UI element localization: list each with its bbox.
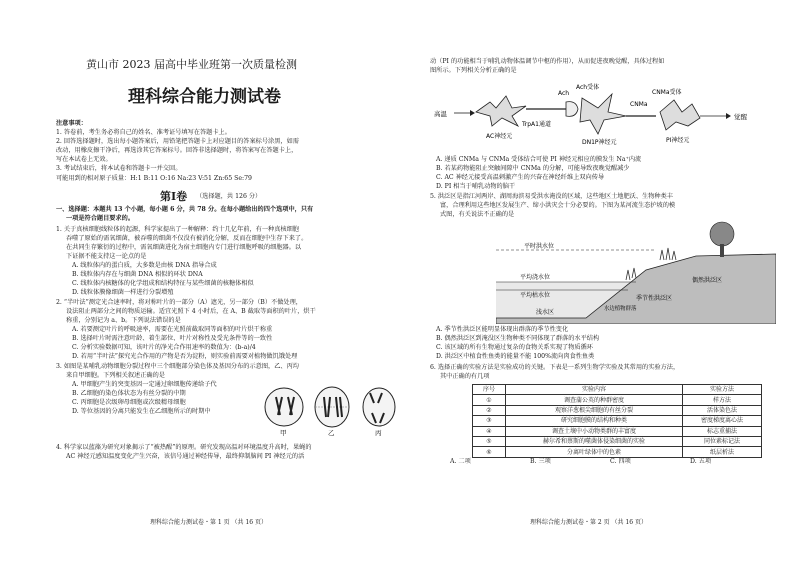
- table-header-cell: 实验方法: [683, 385, 762, 395]
- river-slope-diagram: [496, 220, 776, 324]
- q3-stem: 3. 如图是某哺乳动物细胞分裂过程中三个细胞部分染色体及基因分布的示意图，乙、丙均: [56, 363, 299, 370]
- notice-line: 3. 考试结束后，将本试卷和答题卡一并交回。: [56, 165, 182, 172]
- table-cell: 活体染色法: [683, 405, 762, 415]
- table-header-row: [473, 385, 762, 395]
- tree-crown: [710, 222, 734, 246]
- trpa1-label: TrpA1通道: [522, 121, 551, 128]
- q3-option: D. 等位基因的分离只能发生在乙细胞所示的时期中: [72, 408, 211, 415]
- table-cell: ⑥: [473, 447, 506, 457]
- q4-option: D. PI 相当于哺乳动物的脑干: [436, 183, 516, 190]
- table-row: [473, 426, 762, 436]
- q3-option: B. 乙细胞的染色体状态为有丝分裂的中期: [72, 390, 186, 397]
- ach-receptor-label: Ach受体: [576, 84, 600, 91]
- table-cell: 赫尔希和蔡斯的噬菌体侵染细菌的实验: [506, 436, 683, 446]
- instruction-line: 一项是符合题目要求的。: [66, 215, 135, 222]
- exam-header-title: 黄山市 2023 届高中毕业班第一次质量检测: [86, 58, 297, 71]
- q2-stem: 设法阻止两部分之间的物质运输。适宜光照下 4 小时后，在 A、B 截取等面积的叶片，烘干: [66, 308, 316, 315]
- table-cell: 标志重捕法: [683, 426, 762, 436]
- cell-yi: [315, 387, 349, 427]
- cnma-receptor-label: CNMa受体: [652, 89, 682, 96]
- section-note: （选择题，共 126 分）: [196, 193, 262, 200]
- table-row: [473, 395, 762, 405]
- q2-option: A. 若要测定叶片的呼吸速率，需要在光照前截取同等面积的叶片烘干称重: [72, 326, 273, 333]
- reed-cluster: [626, 268, 636, 280]
- table-row: [473, 447, 762, 457]
- exam-main-title: 理科综合能力测试卷: [128, 87, 281, 107]
- page-footer: 理科综合能力测试卷・第 2 页 （共 16 页）: [530, 519, 647, 526]
- q4-option: B. 若某药物能阻止突触间隙中 CNMa 的分解，可能导致夜晚觉醒减少: [436, 165, 630, 172]
- high-temp-label: 高温: [434, 110, 447, 118]
- tree-trunk: [720, 244, 724, 257]
- q4-continuation: 图所示。下列相关分析正确的是: [430, 67, 517, 74]
- q3-stem: 来自甲细胞。下列相关叙述正确的是: [66, 372, 165, 379]
- table-cell: ①: [473, 395, 506, 405]
- q6-option: D. 五项: [690, 458, 712, 465]
- right-page: [410, 0, 800, 566]
- table-row: [473, 436, 762, 446]
- q5-stem: 式图，有关说法不正确的是: [440, 211, 515, 218]
- table-cell: ③: [473, 416, 506, 426]
- q2-stem: 称重，分别记为 a、b。下列说法错误的是: [66, 317, 181, 324]
- notice-line: 改动，用橡皮擦干净后，再选涂其它答案标号。回答非选择题时，将答案写在答题卡上，: [56, 147, 298, 154]
- notice-line: 写在本试卷上无效。: [56, 156, 112, 163]
- q3-option: C. 丙细胞是次级卵母细胞或次级精母细胞: [72, 399, 186, 406]
- water-plants-label: 水边植物群落: [604, 306, 637, 312]
- q4-stem: 4. 科学家以蓝藻为研究对象揭示了“被热醒”的原理。研究发现高温对环境温度升高时，果蝇的: [56, 444, 312, 451]
- q5-option: A. 季节性洪泛区能明显体现出群落的季节性变化: [436, 326, 569, 333]
- table-cell: 样方法: [683, 395, 762, 405]
- q2-option: D. 若用“半叶法”探究光合作用的产物是否为淀粉，则实验前需要对植物做饥饿处理: [72, 353, 298, 360]
- notice-line: 2. 回答选择题时，选出每小题答案后，用铅笔把答题卡上对应题目的答案标号涂黑，如需: [56, 138, 299, 145]
- table-cell: 调查蒲公英的种群密度: [506, 395, 683, 405]
- q1-option: C. 线粒体内核糖体的化学组成和结构特征与某些细菌的核糖体相似: [72, 280, 254, 287]
- q6-option: B. 三项: [530, 458, 551, 465]
- arrow-head: [726, 113, 731, 119]
- q1-option: A. 线粒体内的蛋白质，大多数是由核 DNA 指导合成: [72, 262, 217, 269]
- table-header-cell: 实验内容: [506, 385, 683, 395]
- table-header-cell: 序号: [473, 385, 506, 395]
- notice-title: 注意事项：: [56, 120, 87, 127]
- instruction-line: 一、选择题：本题共 13 个小题，每小题 6 分，共 78 分。在每小题给出的四个选项中，只有: [56, 206, 314, 213]
- q1-option: D. 线粒体膜像细菌一样进行分裂增殖: [72, 289, 174, 296]
- q5-stem: 富，合理利用这些地区发展生产、缔小洪灾会十分必要的。下图为某河流生态护坡的模: [440, 202, 676, 209]
- q4-option: C. AC 神经元接受高温刺激产生的兴奋在神经纤维上双向传导: [436, 174, 605, 181]
- q5-stem: 5. 洪泛区是指江河两岸、湖周海滨易受洪水淹没的区域，这些地区土地肥沃、生物种类丰: [430, 193, 673, 200]
- q1-stem: 下证据不能支持这一论点的是: [66, 253, 147, 260]
- cell-bing: [363, 388, 395, 426]
- q5-option: C. 该区域的所有生物通过复杂的食物关系实现了物质循环: [436, 344, 593, 351]
- page-footer: 理科综合能力测试卷・第 1 页 （共 16 页）: [150, 519, 267, 526]
- cnma-label: CNMa: [630, 101, 648, 108]
- cell-jia: [265, 388, 303, 426]
- shallow-zone-label: 浅水区: [536, 309, 555, 316]
- seasonal-zone-label: 季节性洪泛区: [636, 295, 673, 302]
- table-cell: ②: [473, 405, 506, 415]
- ac-neuron-label: AC神经元: [486, 133, 513, 140]
- q4-option: A. 递质 CNMa 与 CNMa 受体结合可使 PI 神经元相应的膜发生 Na⁺内流: [436, 156, 642, 163]
- q3-option: A. 甲细胞产生的突变基因一定通过卵细胞传递给子代: [72, 381, 217, 388]
- q6-stem: 其中正确的有几项: [440, 373, 490, 380]
- label-yi: 乙: [328, 429, 335, 437]
- q4-continuation: 动（PI 的功能相当于哺乳动物体温调节中枢的作用），从而促进夜晚觉醒，具体过程如: [430, 58, 665, 65]
- table-cell: 观察洋葱根尖细胞的有丝分裂: [506, 405, 683, 415]
- arrow-head: [470, 110, 475, 116]
- occasional-zone-label: 偶然洪泛区: [692, 277, 723, 284]
- label-bing: 丙: [375, 429, 382, 437]
- q6-stem: 6. 选择正确的实验方法是实验成功的关键。下表是一系列生物学实验及其常用的实验方法，: [430, 364, 680, 371]
- q1-stem: 在共同生存繁衍的过程中，需氧细菌进化为宿主细胞内专门进行细胞呼吸的细胞器。以: [66, 244, 302, 251]
- q6-option: A. 二项: [450, 458, 471, 465]
- grass-cluster: [660, 248, 676, 260]
- dn1p-neuron-shape: [580, 94, 626, 134]
- pi-neuron-shape: [660, 100, 700, 130]
- flood-level-label: 平时洪水位: [524, 243, 555, 250]
- normal-water-label: 平均浇水位: [520, 274, 551, 281]
- q2-option: B. 选择叶片时需注意叶龄、着生部位、叶片对称性及受光条件等的一致性: [72, 335, 273, 342]
- q1-stem: 吞噬了原始的需氧细菌，被吞噬的细菌不仅没有被消化分解，反而在细胞中生存下来了。: [66, 235, 308, 242]
- q4-stem: AC 神经元感知温度变化产生兴奋，该信号通过神经传导，最终抑制脑间 PI 神经元的活: [66, 453, 305, 460]
- neuron-pathway-diagram: [430, 82, 770, 150]
- dn1p-label: DN1P神经元: [582, 139, 617, 146]
- q2-stem: 2. “半叶法”测定光合速率时，将对称叶片的一部分（A）遮光，另一部分（B）不做处理，: [56, 299, 302, 306]
- table-cell: 分离叶绿体中的色素: [506, 447, 683, 457]
- table-row: [473, 416, 762, 426]
- label-jia: 甲: [280, 429, 287, 437]
- q5-option: D. 洪泛区中植食性鱼类的能量不能 100%流向肉食性鱼类: [436, 353, 595, 360]
- cell-division-figure: [262, 385, 402, 437]
- table-cell: ④: [473, 426, 506, 436]
- table-cell: 密度梯度离心法: [683, 416, 762, 426]
- experiment-table: [472, 384, 762, 458]
- table-row: [473, 405, 762, 415]
- ac-neuron-shape: [476, 96, 526, 126]
- section-title: 第Ⅰ卷: [160, 190, 188, 203]
- table-cell: 研究细胞膜的结构和种类: [506, 416, 683, 426]
- synapse-terminal-1: [566, 102, 578, 117]
- table-cell: ⑤: [473, 436, 506, 446]
- q1-option: B. 线粒体内存在与细菌 DNA 相似的环状 DNA: [72, 271, 203, 278]
- atomic-masses: 可能用到的相对原子质量：H:1 B:11 O:16 Na:23 V:51 Zn:65 Se:79: [56, 175, 252, 182]
- table-cell: 纸层析法: [683, 447, 762, 457]
- wake-label: 觉醒: [734, 113, 747, 121]
- q2-option: C. 分析实验数据可知，该叶片的净光合作用速率的数值为：(b-a)/4: [72, 344, 256, 351]
- low-water-label: 平均枯水位: [520, 292, 551, 299]
- q6-option: C. 四项: [610, 458, 631, 465]
- notice-line: 1. 答卷前，考生务必将自己的姓名、准考证号填写在答题卡上。: [56, 129, 231, 136]
- table-cell: 调查土壤中小动物类群的丰富度: [506, 426, 683, 436]
- q1-stem: 1. 关于真核细胞线粒体的起源，科学家提出了一种解释：约十几亿年前，有一种真核细胞: [56, 226, 299, 233]
- q5-option: B. 偶然洪泛区到淹没区生物种类不同体现了群落的水平结构: [436, 335, 600, 342]
- table-cell: 同位素标记法: [683, 436, 762, 446]
- pi-label: PI神经元: [666, 137, 690, 144]
- ach-label: Ach: [558, 90, 570, 97]
